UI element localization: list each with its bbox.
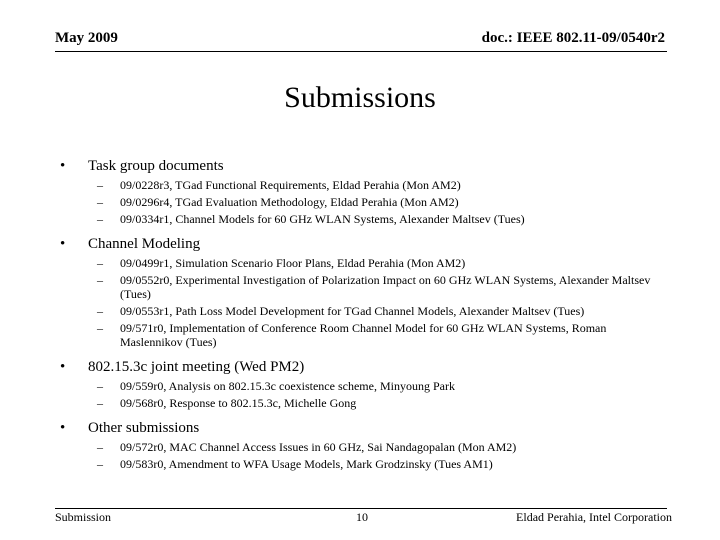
dash-icon: – [97, 321, 103, 335]
slide-content [60, 156, 660, 479]
section-heading: Task group documents [88, 158, 224, 174]
list-item: – 09/0553r1, Path Loss Model Development for TGad Channel Models, Alexander Maltsev (Tues) [97, 304, 585, 318]
list-item: – 09/0228r3, TGad Functional Requirements, Eldad Perahia (Mon AM2) [97, 178, 461, 192]
section-heading: Other submissions [88, 420, 200, 436]
bullet-icon: • [60, 359, 66, 375]
section-task-group-documents [60, 156, 660, 226]
header-doc-id: doc.: IEEE 802.11-09/0540r2 [481, 30, 665, 46]
dash-icon: – [97, 273, 103, 287]
list-item: – 09/572r0, MAC Channel Access Issues in 60 GHz, Sai Nandagopalan (Mon AM2) [97, 440, 517, 454]
section-channel-modeling [60, 234, 660, 349]
list-item: – 09/0499r1, Simulation Scenario Floor Plans, Eldad Perahia (Mon AM2) [97, 256, 466, 270]
section-heading: Channel Modeling [88, 236, 201, 252]
dash-icon: – [97, 379, 103, 393]
list-item: – 09/571r0, Implementation of Conference Room Channel Model for 60 GHz WLAN Systems, Roman Maslennikov (Tues) [97, 321, 607, 349]
dash-icon: – [97, 304, 103, 318]
list-item: – 09/0296r4, TGad Evaluation Methodology, Eldad Perahia (Mon AM2) [97, 195, 459, 209]
dash-icon: – [97, 178, 103, 192]
list-item: – 09/0552r0, Experimental Investigation of Polarization Impact on 60 GHz WLAN Systems, Alexander Maltsev (Tues) [97, 273, 651, 301]
dash-icon: – [97, 440, 103, 454]
page-number: 10 [356, 510, 368, 524]
footer-label: Submission [55, 510, 112, 524]
footer-divider [55, 508, 667, 509]
bullet-icon: • [60, 420, 66, 436]
list-item: – 09/559r0, Analysis on 802.15.3c coexistence scheme, Minyoung Park [97, 379, 455, 393]
section-802-15-3c-joint-meeting [60, 357, 660, 410]
list-item: – 09/568r0, Response to 802.15.3c, Michelle Gong [97, 396, 357, 410]
section-heading: 802.15.3c joint meeting (Wed PM2) [88, 359, 305, 375]
dash-icon: – [97, 396, 103, 410]
dash-icon: – [97, 256, 103, 270]
dash-icon: – [97, 195, 103, 209]
list-item: – 09/0334r1, Channel Models for 60 GHz WLAN Systems, Alexander Maltsev (Tues) [97, 212, 525, 226]
list-item: – 09/583r0, Amendment to WFA Usage Models, Mark Grodzinsky (Tues AM1) [97, 457, 493, 471]
section-other-submissions [60, 418, 660, 471]
footer-author: Eldad Perahia, Intel Corporation [516, 510, 672, 524]
dash-icon: – [97, 457, 103, 471]
dash-icon: – [97, 212, 103, 226]
header-divider [55, 51, 667, 52]
bullet-icon: • [60, 158, 66, 174]
bullet-icon: • [60, 236, 66, 252]
header-date: May 2009 [55, 30, 118, 46]
slide-title: Submissions [284, 81, 436, 114]
